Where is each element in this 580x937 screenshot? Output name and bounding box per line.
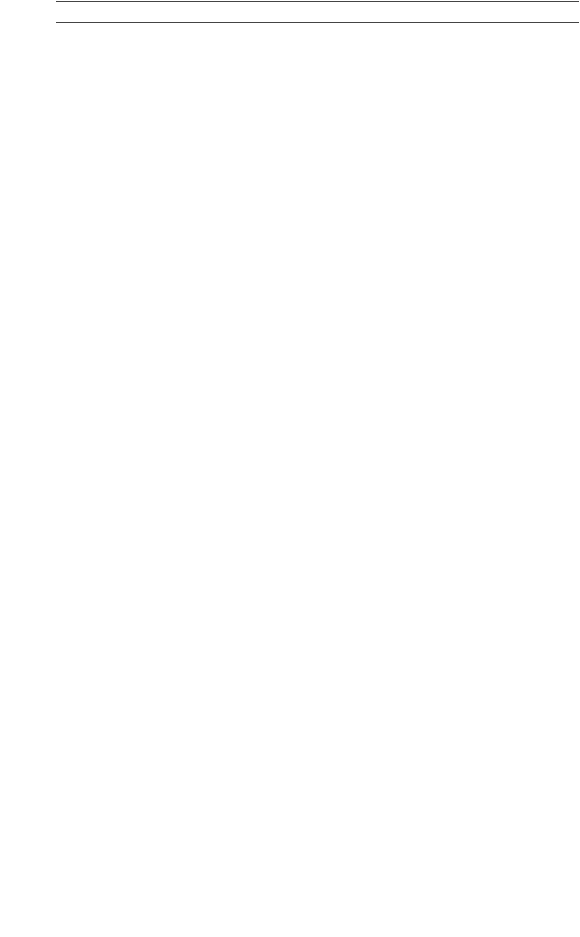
header-rule — [56, 22, 579, 23]
table-top-rule — [56, 1, 579, 2]
